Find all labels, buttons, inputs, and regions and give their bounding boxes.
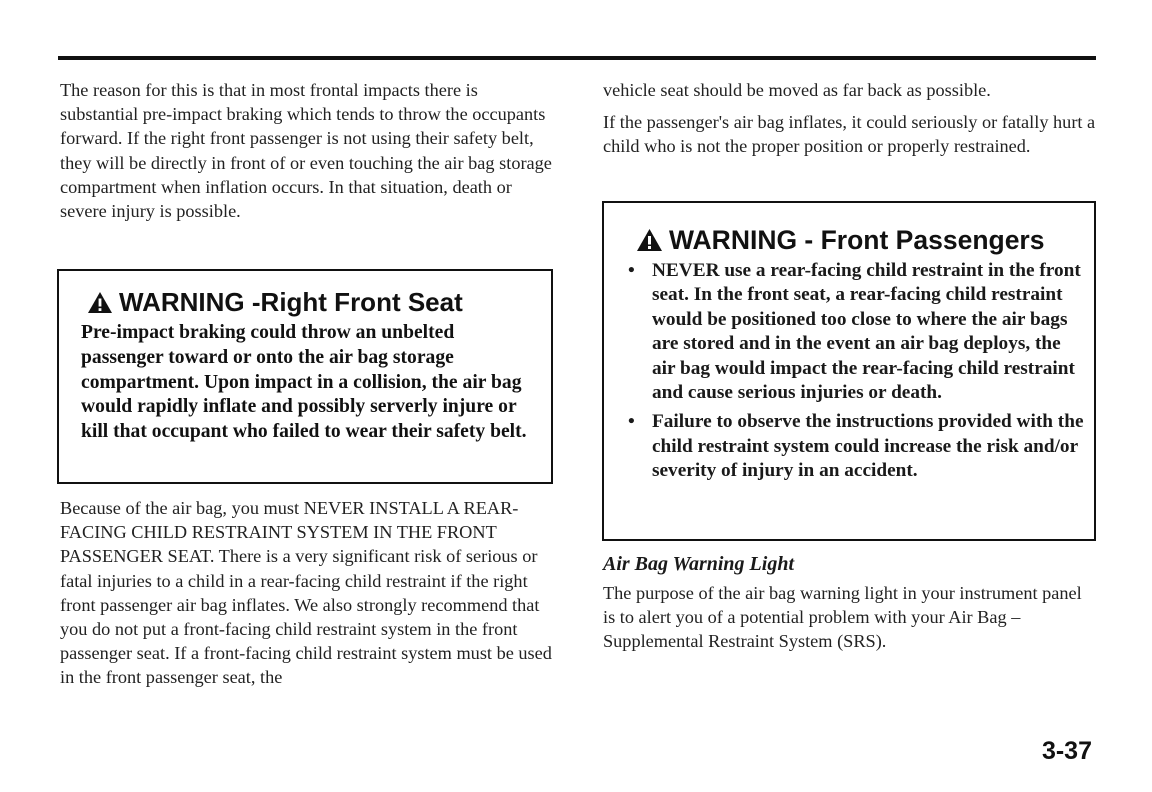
right-column-lower — [603, 581, 1096, 654]
warning-title-text: WARNING - Front Passengers — [669, 225, 1045, 255]
page-number: 3-37 — [1041, 737, 1092, 765]
right-paragraph-2: If the passenger's air bag inflates, it could seriously or fatally hurt a child who is not the proper position or properly restrained. — [603, 112, 1096, 157]
right-paragraph-1: vehicle seat should be moved as far back as possible. — [603, 80, 991, 100]
warning-title — [87, 285, 537, 319]
warning-triangle-icon — [87, 291, 113, 314]
warning-box-front-passengers — [602, 201, 1096, 541]
warning-triangle-icon — [636, 228, 663, 252]
warning-title-text: WARNING -Right Front Seat — [119, 287, 463, 317]
bullet-text: NEVER use a rear-facing child restraint in the front seat. In the front seat, a rear-facing child restraint would be positioned too close to where the air bags are stored and in the event an air bag deploys, the air bag would impact the rear-facing child restraint and cause serious injuries or death. — [652, 260, 1081, 404]
warning-box-right-front-seat — [57, 269, 553, 484]
left-paragraph-1: The reason for this is that in most frontal impacts there is substantial pre-impact braking which tends to throw the occupants forward. If the right front passenger is not using their safety belt, they will be directly in front of or even touching the air bag storage compartment when inflation occurs. In that situation, death or severe injury is possible. — [60, 80, 552, 222]
bullet-icon: • — [628, 260, 635, 281]
section-subheading: Air Bag Warning Light — [603, 553, 794, 575]
left-column-lower — [60, 496, 555, 690]
right-paragraph-3: The purpose of the air bag warning light in your instrument panel is to alert you of a potential problem with your Air Bag – Supplemental Restraint System (SRS). — [603, 583, 1082, 652]
bullet-icon: • — [628, 411, 635, 433]
bullet-text: Failure to observe the instructions provided with the child restraint system could increase the risk and/or severity of injury in an accident. — [652, 411, 1084, 482]
list-item — [618, 410, 1084, 483]
list-item — [618, 259, 1084, 405]
left-paragraph-2: Because of the air bag, you must NEVER INSTALL A REAR-FACING CHILD RESTRAINT SYSTEM IN THE FRONT PASSENGER SEAT. There is a very significant risk of serious or fatal injuries to a child in a rear-facing child restraint if the right front passenger air bag inflates. We also strongly recommend that you do not put a front-facing child restraint system in the front passenger seat. If a front-facing child restraint system must be used in the front passenger seat, the — [60, 498, 552, 688]
top-rule — [58, 56, 1096, 60]
right-column — [603, 78, 1096, 159]
warning-text: Pre-impact braking could throw an unbelted passenger toward or onto the air bag storage compartment. Upon impact in a collision, the air bag would rapidly inflate and possibly serverly injure or kill that occupant who failed to wear their safety belt. — [81, 322, 527, 443]
warning-bullet-list — [618, 259, 1084, 484]
warning-title — [636, 223, 1084, 257]
left-column — [60, 78, 555, 223]
